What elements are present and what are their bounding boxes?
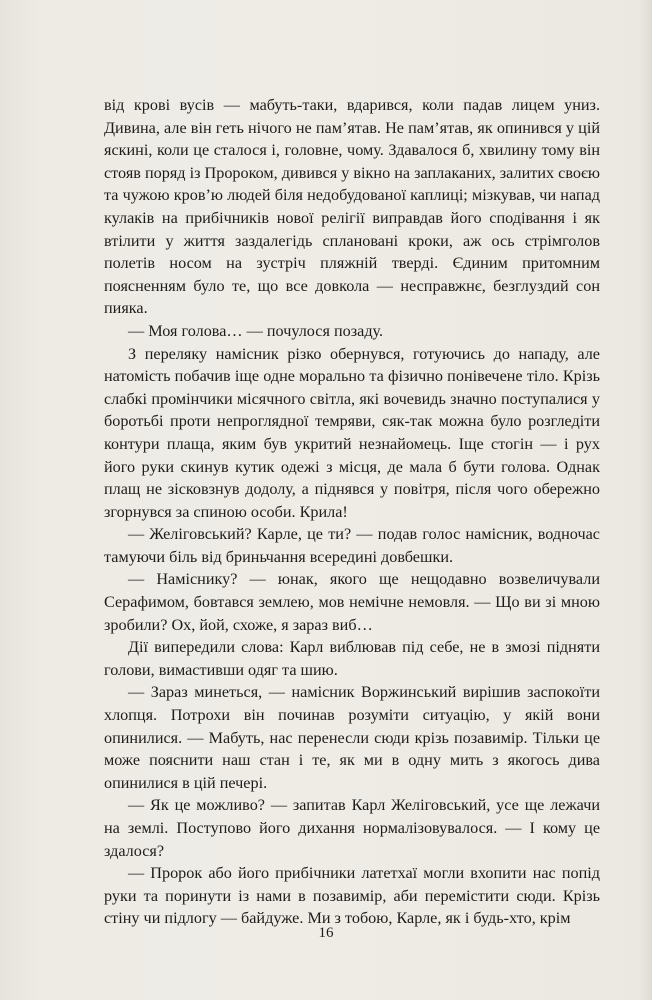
- paragraph-1: від крові вусів — мабуть-таки, вдарився, коли падав лицем униз. Дивина, але він геть нічого не пам’ятав. Не пам’ятав, як опинився у цій яскині, коли це сталося і, головне, чому. Здавалося б, хвилину тому він стояв поряд із Пророком, дивився у вікно на заплаканих, залитих своєю та чужою кров’ю людей біля недобудованої каплиці; мізкував, чи напад кулаків на прибічників нової релігії виправдав його сподівання і як втілити у життя заздалегідь сплановані кроки, аж ось стрімголов полетів носом на зустріч пляжній тверді. Єдиним притомним поясненням було те, що все довкола — несправжнє, безглуздий сон пияка.: [104, 96, 600, 318]
- paragraph-2: — Моя голова… — почулося позаду.: [128, 321, 384, 340]
- paragraph-8: — Як це можливо? — запитав Карл Желіговський, усе ще лежачи на землі. Поступово його дихання нормалізовувалося. — І кому це здалося?: [104, 796, 600, 860]
- paragraph-4: — Желіговський? Карле, це ти? — подав голос намісник, водночас тамуючи біль від бриньчання всередині довбешки.: [104, 525, 600, 566]
- page-number: 16: [318, 925, 334, 941]
- page-edge-shadow: [638, 0, 652, 1000]
- paragraph-5: — Наміснику? — юнак, якого ще нещодавно возвеличували Серафимом, бовтався землею, мов немічне немовля. — Що ви зі мною зробили? Ох, йой, схоже, я зараз виб…: [104, 570, 600, 634]
- paragraph-6: Дії випередили слова: Карл виблював під себе, не в змозі підняти голови, вимастивши одяг та шию.: [104, 638, 600, 679]
- paragraph-9: — Пророк або його прибічники латетхаї могли вхопити нас попід руки та поринути із нами в позавимір, аби перемістити сюди. Крізь стіну чи підлогу — байдуже. Ми з тобою, Карле, як і будь-хто, крім: [104, 864, 600, 928]
- paragraph-3: З переляку намісник різко обернувся, готуючись до нападу, але натомість побачив іще одне морально та фізично понівечене тіло. Крізь слабкі промінчики місячного світла, які вочевидь значно поступалися у боротьбі проти непроглядної темряви, сяк-так можна було розгледіти контури плаща, яким був укритий незнайомець. Іще стогін — і рух його руки скинув кутик одежі з місця, де мала б бути голова. Однак плащ не зісковзнув додолу, а піднявся у повітря, після чого обережно згорнувся за спиною особи. Крила!: [104, 344, 600, 521]
- paragraph-7: — Зараз минеться, — намісник Воржинський вирішив заспокоїти хлопця. Потрохи він починав розуміти ситуацію, у якій вони опинилися. — Мабуть, нас перенесли сюди крізь позавимір. Тільки це може пояснити наш стан і те, як ми в одну мить з якогось дива опинилися в цій печері.: [104, 683, 600, 792]
- page-body-text: [104, 94, 600, 930]
